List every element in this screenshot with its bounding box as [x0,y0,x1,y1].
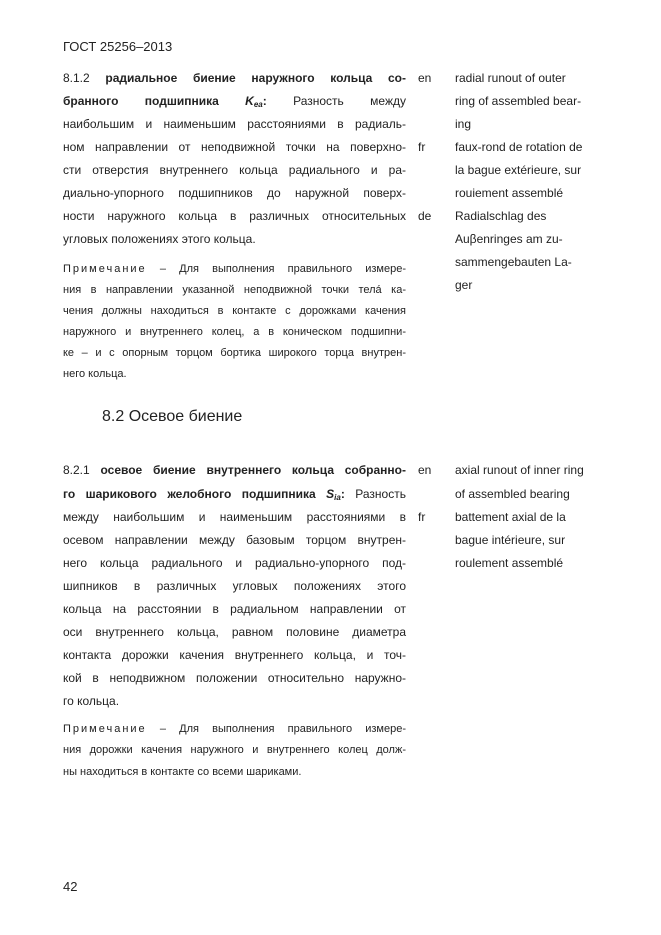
definition-line: сти отверстия внутреннего кольца радиального и ра- [63,163,406,177]
translation-line: rouiement assemblé [455,186,564,200]
note-line: чения должны находиться в контакте с дорожками качения [63,305,406,317]
definition-line: оси внутреннего кольца, равном половине диаметра [63,625,406,639]
definition-text: Разность [355,487,406,501]
definition-line: диально-упорного подшипников до наружной поверх- [63,186,406,200]
translation-line: bague intérieure, sur [455,533,566,547]
language-code-de: de [418,209,432,223]
translation-line: battement axial de la [455,510,566,524]
note-line: Примечание – Для выполнения правильного измере- [63,723,406,735]
translation-line: axial runout of inner ring [455,463,584,477]
term-number: 8.1.2 [63,71,90,85]
term-line: бранного подшипника $K_{ea}$: Разность между [63,94,406,109]
language-code-en: en [418,463,432,477]
definition-line: него кольца радиального и радиально-упорного под- [63,556,406,570]
definition-line: го кольца. [63,694,120,708]
definition-line: угловых положениях этого кольца. [63,232,256,246]
term-number: 8.2.1 [63,463,90,477]
note-label: Примечание [63,723,147,735]
definition-line: ности наружного кольца в различных относительных [63,209,406,223]
translation-line: of assembled bearing [455,487,570,501]
document-header: ГОСТ 25256–2013 [63,39,173,54]
note-line: Примечание – Для выполнения правильного измере- [63,263,406,275]
note-label: Примечание [63,263,147,275]
definition-line: кольца на расстоянии в радиальном направлении от [63,602,406,616]
translation-line: ger [455,278,473,292]
section-heading: 8.2 Осевое биение [102,408,243,425]
term-title: радиальное биение наружного кольца со- [105,71,406,85]
note-line: ке – и с опорным торцом бортика широкого торца внутрен- [63,347,406,359]
language-code-fr: fr [418,510,426,524]
page-number: 42 [63,879,78,894]
definition-line: шипников в различных угловых положениях этого [63,579,406,593]
definition-line: контакта дорожки качения внутреннего кольца, и точ- [63,648,406,662]
definition-line: ном направлении от неподвижной точки на поверхно- [63,140,406,154]
language-code-en: en [418,71,432,85]
note-line: наружного и внутреннего колец, а в коническом подшипни- [63,326,406,338]
definition-line: наибольшим и наименьшим расстояниями в радиаль- [63,117,406,131]
translation-line: roulement assemblé [455,556,564,570]
term-title: осевое биение внутреннего кольца собранно- [100,463,406,477]
translation-line: la bague extérieure, sur [455,163,582,177]
definition-text: Разность между [293,94,406,108]
note-line: ны находиться в контакте со всеми шариками. [63,766,302,778]
definition-line: кой в неподвижном положении относительно наружно- [63,671,406,685]
definition-line: между наибольшим и наименьшим расстояниями в [63,510,406,524]
translation-line: Radialschlag des [455,209,547,223]
translation-line: ring of assembled bear- [455,94,582,108]
term-line: го шарикового желобного подшипника $S_{ia}$: Разность [63,487,406,502]
definition-line: осевом направлении между базовым торцом внутрен- [63,533,406,547]
note-line: него кольца. [63,368,127,380]
language-code-fr: fr [418,140,426,154]
note-line: ния в направлении указанной неподвижной точки телá ка- [63,284,406,296]
translation-line: faux-rond de rotation de [455,140,583,154]
translation-line: radial runout of outer [455,71,566,85]
term-title: го шарикового желобного подшипника [63,487,316,501]
translation-line: sammengebauten La- [455,255,572,269]
term-line [63,462,406,478]
note-line: ния дорожки качения наружного и внутреннего колец долж- [63,744,406,756]
term-symbol: $S_{ia}$ [326,487,341,502]
translation-line: ing [455,117,472,131]
term-line [63,70,406,86]
translation-line: Auβenringes am zu- [455,232,563,246]
term-title: бранного подшипника [63,94,219,108]
term-symbol: $K_{ea}$ [245,94,263,109]
